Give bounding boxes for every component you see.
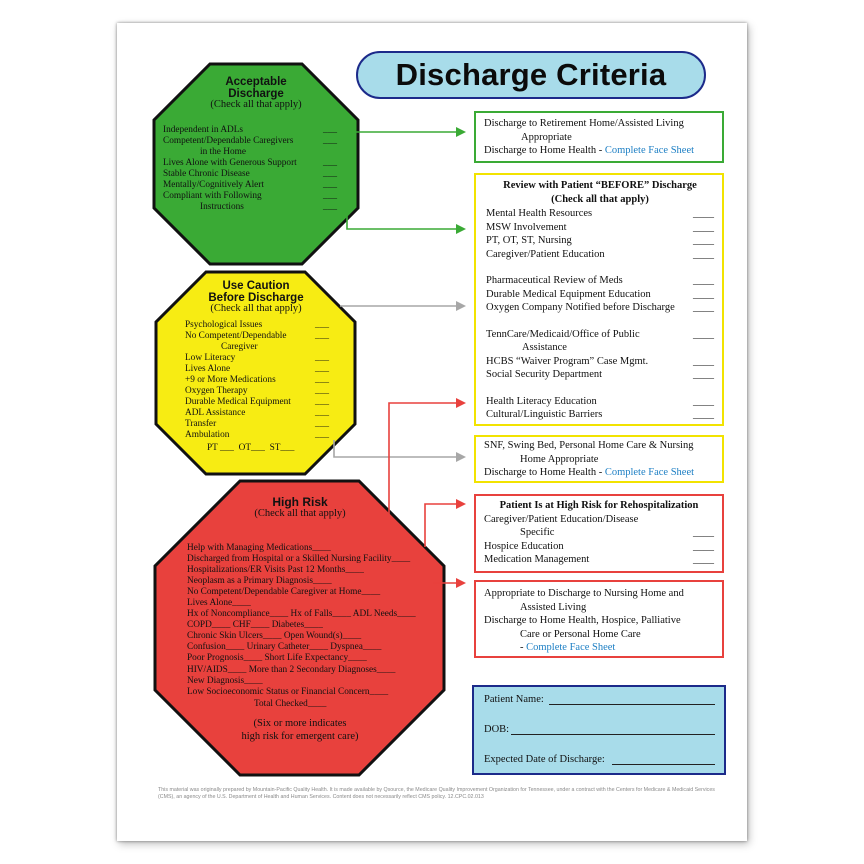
list-item: Caregiver/Patient Education ____ [486,248,714,260]
complete-face-sheet-link[interactable]: Complete Face Sheet [604,467,695,478]
dob-field[interactable] [511,734,715,735]
list-item: Hospice Education ____ [484,540,714,552]
list-item: HCBS “Waiver Program” Case Mgmt. ____ [486,355,714,367]
list-item: Low Literacy ___ [185,353,329,363]
therapy-line: PT ___ OT___ ST___ [207,443,295,453]
list-item: Confusion____ Urinary Catheter____ Dyspnea____ [187,642,382,653]
acceptable-subtitle: (Check all that apply) [210,99,302,110]
list-item: COPD____ CHF____ Diabetes____ [187,620,323,631]
list-item: Hx of Noncompliance____ Hx of Falls____ ADL Needs____ [187,609,416,620]
list-item: Stable Chronic Disease ___ [163,169,337,179]
expected-discharge-field[interactable] [612,764,715,765]
list-item: TennCare/Medicaid/Office of Public ____ [486,328,714,340]
yellow-box-line-2: Home Appropriate [520,453,599,465]
high-risk-note [157,717,443,743]
expected-discharge-label: Expected Date of Discharge: [484,754,605,765]
green-box-line-2: Appropriate [521,131,572,143]
yellow-box-line-1: SNF, Swing Bed, Personal Home Care & Nursing [484,440,694,451]
list-item: No Competent/Dependable Caregiver at Home____ [187,587,381,598]
review-box [474,173,724,426]
green-outcome-box [474,111,724,163]
list-item: Compliant with Following ___ [163,191,337,201]
list-item: Caregiver/Patient Education/Disease [484,513,639,525]
green-box-line-1: Discharge to Retirement Home/Assisted Living [484,118,684,129]
list-item: Lives Alone with Generous Support ___ [163,158,337,168]
complete-face-sheet-link[interactable]: Complete Face Sheet [526,642,616,653]
list-item: Discharged from Hospital or a Skilled Nursing Facility____ [187,554,411,565]
rehospitalization-heading: Patient Is at High Risk for Rehospitalization [499,500,699,511]
high-risk-note-line-1: (Six or more indicates [253,718,347,729]
caution-heading-line-1: Use Caution [222,280,290,292]
list-item: Durable Medical Equipment ___ [185,397,329,407]
list-item: Hospitalizations/ER Visits Past 12 Months____ [187,565,364,576]
page-title: Discharge Criteria [395,57,667,92]
green-box-line-3: Discharge to Home Health - Complete Face Sheet [484,145,695,156]
acceptable-heading [156,76,356,100]
list-item: Psychological Issues ___ [185,320,329,330]
acceptable-heading-line-1: Acceptable [225,76,287,88]
list-item: Chronic Skin Ulcers____ Open Wound(s)____ [187,631,362,642]
list-item: Instructions ___ [200,202,337,212]
list-item: Specific ____ [520,527,714,538]
list-item: Medication Management ____ [484,554,714,565]
dob-row [484,724,509,735]
list-item: ADL Assistance ___ [185,408,329,418]
list-item: Durable Medical Equipment Education ____ [486,288,714,300]
list-item: Mentally/Cognitively Alert ___ [163,180,337,190]
list-item: Ambulation ___ [185,430,329,440]
patient-name-row [484,694,544,705]
list-item: Low Socioeconomic Status or Financial Concern____ [187,686,389,697]
red-outcome-box [474,580,724,658]
footer-disclaimer: This material was originally prepared by Mountain-Pacific Quality Health. It is made available by Qsource, the Medicare Quality Improvement Organization for Tennessee, under a contract with the Centers for Medicare & Medicaid Services (CMS), an agency of the U.S. Department of Health and Human Services. Content does not necessarily reflect CMS policy. 12.CPC.02.013 [158,787,715,800]
list-item: New Diagnosis____ [187,675,263,686]
title-banner [356,51,706,99]
review-heading: Review with Patient “BEFORE” Discharge [503,180,697,191]
patient-info-box [472,685,726,775]
high-risk-note-line-2: high risk for emergent care) [241,731,359,742]
total-checked: Total Checked____ [254,699,327,709]
rehospitalization-box [474,494,724,573]
patient-name-field[interactable] [549,704,715,705]
list-item: Pharmaceutical Review of Meds ____ [486,275,714,286]
high-risk-heading: High Risk [272,495,328,509]
dob-label: DOB: [484,724,510,735]
caution-list [185,320,329,441]
acceptable-list [163,125,337,213]
list-item: Help with Managing Medications____ [187,543,331,553]
list-item: Mental Health Resources ____ [486,208,714,219]
yellow-outcome-box [474,435,724,483]
list-item: Cultural/Linguistic Barriers ____ [486,409,714,420]
list-item: Competent/Dependable Caregivers ___ [163,136,337,146]
red-box-line-3: Discharge to Home Health, Hospice, Palliative [484,615,681,626]
list-item: Poor Prognosis____ Short Life Expectancy____ [187,653,367,664]
list-item: Assistance [522,342,567,353]
yellow-box-line-3: Discharge to Home Health - Complete Face Sheet [484,467,695,478]
list-item: Neoplasm as a Primary Diagnosis____ [187,576,332,587]
caution-subtitle: (Check all that apply) [210,303,302,314]
list-item: PT, OT, ST, Nursing ____ [486,235,714,246]
list-item: Lives Alone ___ [185,364,329,374]
list-item: Social Security Department ____ [486,369,714,380]
caution-heading [157,280,355,304]
red-box-line-4: Care or Personal Home Care [520,628,641,640]
expected-discharge-row [484,754,605,765]
high-risk-list [187,543,427,698]
list-item: +9 or More Medications ___ [185,375,329,385]
list-item: Health Literacy Education ____ [486,395,714,407]
list-item: Oxygen Company Notified before Discharge ____ [486,302,714,313]
list-item: Independent in ADLs ___ [163,125,337,135]
list-item: Transfer ___ [185,419,329,429]
caution-heading-line-2: Before Discharge [208,292,304,304]
red-box-line-2: Assisted Living [520,601,587,613]
list-item: MSW Involvement ____ [486,221,714,233]
list-item: Lives Alone____ [187,598,251,609]
gray-arrow-2 [334,440,464,457]
acceptable-heading-line-2: Discharge [228,88,284,100]
patient-name-label: Patient Name: [484,694,544,705]
list-item: Caregiver [221,342,258,352]
list-item: Oxygen Therapy ___ [185,386,329,396]
green-arrow-2 [347,212,464,229]
red-box-line-5: - Complete Face Sheet [520,642,616,653]
list-item: in the Home [200,147,246,157]
list-item: HIV/AIDS____ More than 2 Secondary Diagnoses____ [187,664,396,675]
high-risk-subtitle: (Check all that apply) [254,508,346,519]
list-item: No Competent/Dependable ___ [185,331,329,341]
complete-face-sheet-link[interactable]: Complete Face Sheet [604,145,695,156]
review-subheading: (Check all that apply) [551,193,649,205]
red-box-line-1: Appropriate to Discharge to Nursing Home and [484,588,684,599]
